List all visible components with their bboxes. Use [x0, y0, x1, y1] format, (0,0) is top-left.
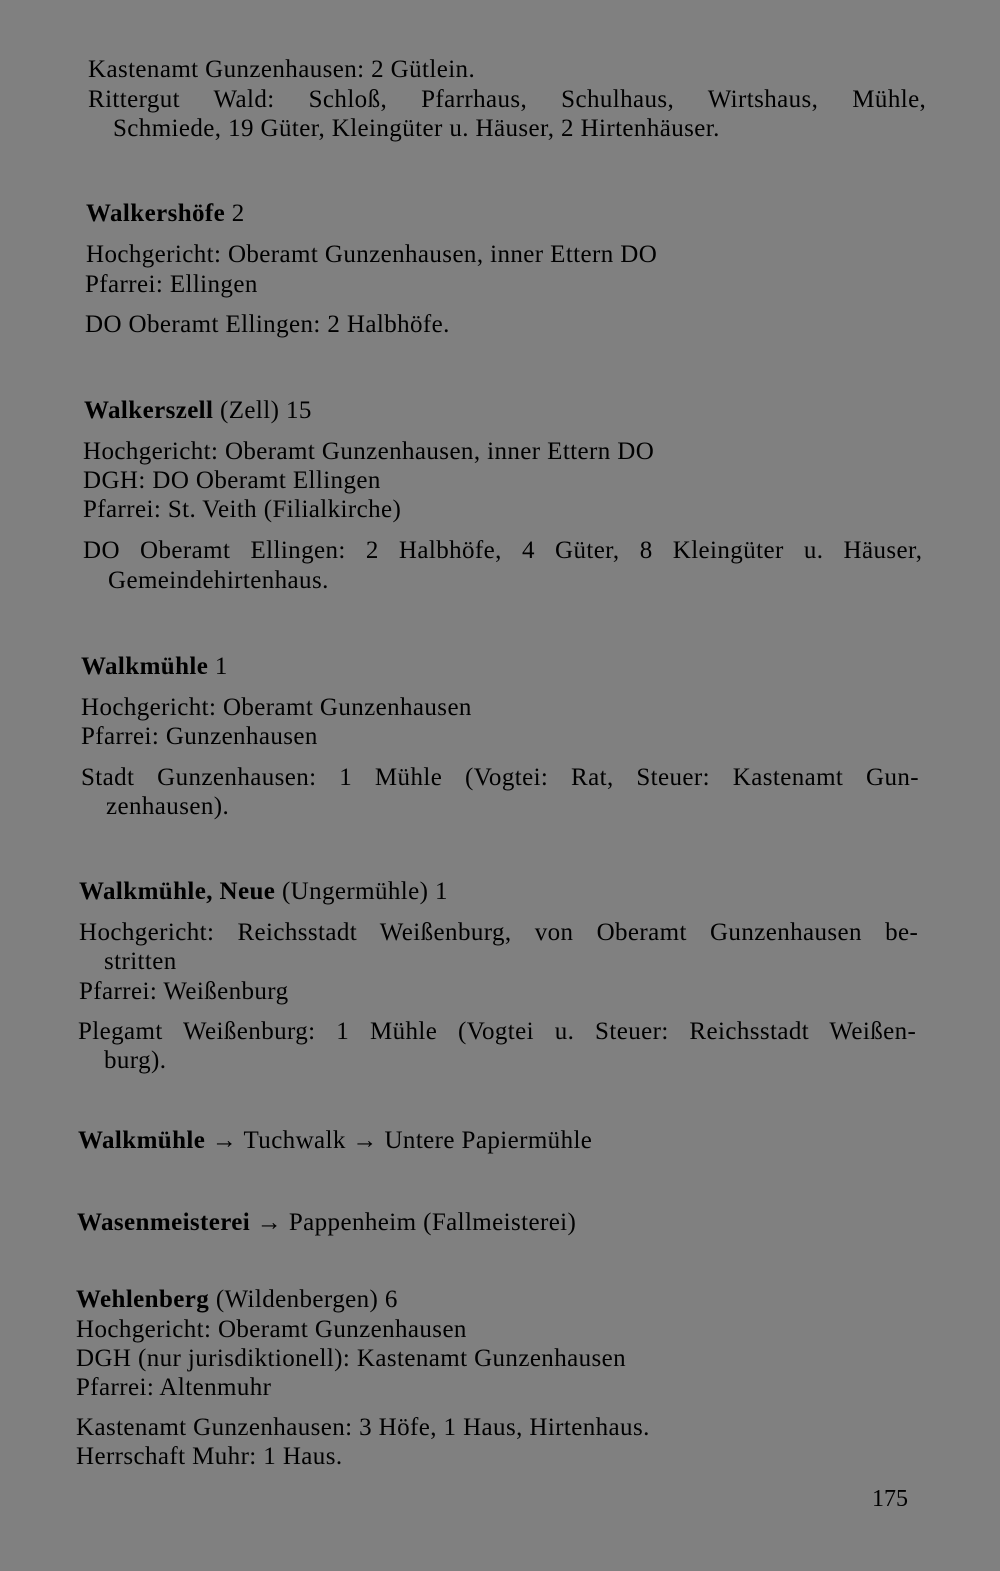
entry-headword: Walkershöfe: [86, 200, 226, 227]
text-line: [88, 85, 926, 115]
text-line: [81, 722, 318, 752]
text-line: [84, 396, 312, 426]
line-text: → Tuchwalk → Untere Papiermühle: [205, 1127, 593, 1154]
text-line: [79, 918, 918, 948]
text-line: [76, 1285, 398, 1315]
text-line: [85, 310, 450, 340]
line-text: DGH: DO Oberamt Ellingen: [83, 467, 381, 494]
text-line: [108, 566, 329, 596]
line-text: Pfarrei: Gunzenhausen: [81, 723, 318, 750]
line-text: Schmiede, 19 Güter, Kleingüter u. Häuser, 2 Hirtenhäuser.: [113, 115, 720, 142]
text-line: [78, 1017, 916, 1047]
text-line: [86, 240, 657, 270]
line-text: Plegamt Weißenburg: 1 Mühle (Vogtei u. Steuer: Reichsstadt Weißen-: [78, 1018, 917, 1045]
line-text: burg).: [104, 1047, 167, 1074]
page-number: 175: [872, 1486, 908, 1512]
text-line: [113, 114, 720, 144]
text-line: [88, 55, 475, 85]
line-text: Stadt Gunzenhausen: 1 Mühle (Vogtei: Rat, Steuer: Kastenamt Gun-: [81, 764, 920, 791]
line-text: Hochgericht: Oberamt Gunzenhausen: [81, 694, 472, 721]
line-text: Pfarrei: St. Veith (Filialkirche): [83, 496, 402, 523]
line-text: Hochgericht: Oberamt Gunzenhausen, inner Ettern DO: [86, 241, 658, 268]
text-line: [81, 693, 472, 723]
text-line: [76, 1413, 650, 1443]
text-line: [83, 495, 401, 525]
line-text: Rittergut Wald: Schloß, Pfarrhaus, Schulhaus, Wirtshaus, Mühle,: [88, 86, 927, 113]
line-text: Kastenamt Gunzenhausen: 3 Höfe, 1 Haus, Hirtenhaus.: [76, 1414, 650, 1441]
line-text: Pfarrei: Ellingen: [85, 271, 258, 298]
line-text: DO Oberamt Ellingen: 2 Halbhöfe, 4 Güter, 8 Kleingüter u. Häuser,: [83, 537, 923, 564]
text-line: [79, 877, 448, 907]
entry-headword: Walkerszell: [84, 397, 214, 424]
entry-headword: Walkmühle: [78, 1127, 206, 1154]
text-line: [76, 1344, 626, 1374]
line-text: Gemeindehirtenhaus.: [108, 567, 329, 594]
entry-headword: Walkmühle, Neue: [79, 878, 276, 905]
text-line: [76, 1315, 467, 1345]
text-line: [83, 536, 922, 566]
line-text: zenhausen).: [106, 793, 230, 820]
line-text: Hochgericht: Oberamt Gunzenhausen: [76, 1316, 467, 1343]
line-text: (Zell) 15: [213, 397, 312, 424]
text-line: [76, 1373, 271, 1403]
text-line: [79, 977, 288, 1007]
text-line: [83, 466, 381, 496]
line-text: Pfarrei: Altenmuhr: [76, 1374, 272, 1401]
line-text: DGH (nur jurisdiktionell): Kastenamt Gunzenhausen: [76, 1345, 627, 1372]
text-line: [77, 1208, 576, 1238]
entry-headword: Wasenmeisterei: [77, 1209, 251, 1236]
entry-headword: Walkmühle: [81, 653, 209, 680]
line-text: (Ungermühle) 1: [275, 878, 448, 905]
line-text: stritten: [104, 948, 177, 975]
text-line: [81, 652, 228, 682]
line-text: Pfarrei: Weißenburg: [79, 978, 289, 1005]
line-text: DO Oberamt Ellingen: 2 Halbhöfe.: [85, 311, 450, 338]
text-line: [106, 792, 229, 822]
line-text: Kastenamt Gunzenhausen: 2 Gütlein.: [88, 56, 476, 83]
text-line: [83, 437, 654, 467]
entry-headword: Wehlenberg: [76, 1286, 210, 1313]
text-line: [78, 1126, 592, 1156]
text-line: [81, 763, 919, 793]
text-line: [76, 1442, 342, 1472]
text-line: [85, 270, 258, 300]
line-text: → Pappenheim (Fallmeisterei): [250, 1209, 577, 1236]
text-line: [104, 1046, 166, 1076]
line-text: Hochgericht: Oberamt Gunzenhausen, inner Ettern DO: [83, 438, 655, 465]
line-text: 1: [208, 653, 228, 680]
text-line: [104, 947, 177, 977]
line-text: (Wildenbergen) 6: [209, 1286, 398, 1313]
line-text: Hochgericht: Reichsstadt Weißenburg, von Oberamt Gunzenhausen be-: [79, 919, 919, 946]
text-line: [86, 199, 245, 229]
line-text: 2: [225, 200, 245, 227]
line-text: Herrschaft Muhr: 1 Haus.: [76, 1443, 343, 1470]
